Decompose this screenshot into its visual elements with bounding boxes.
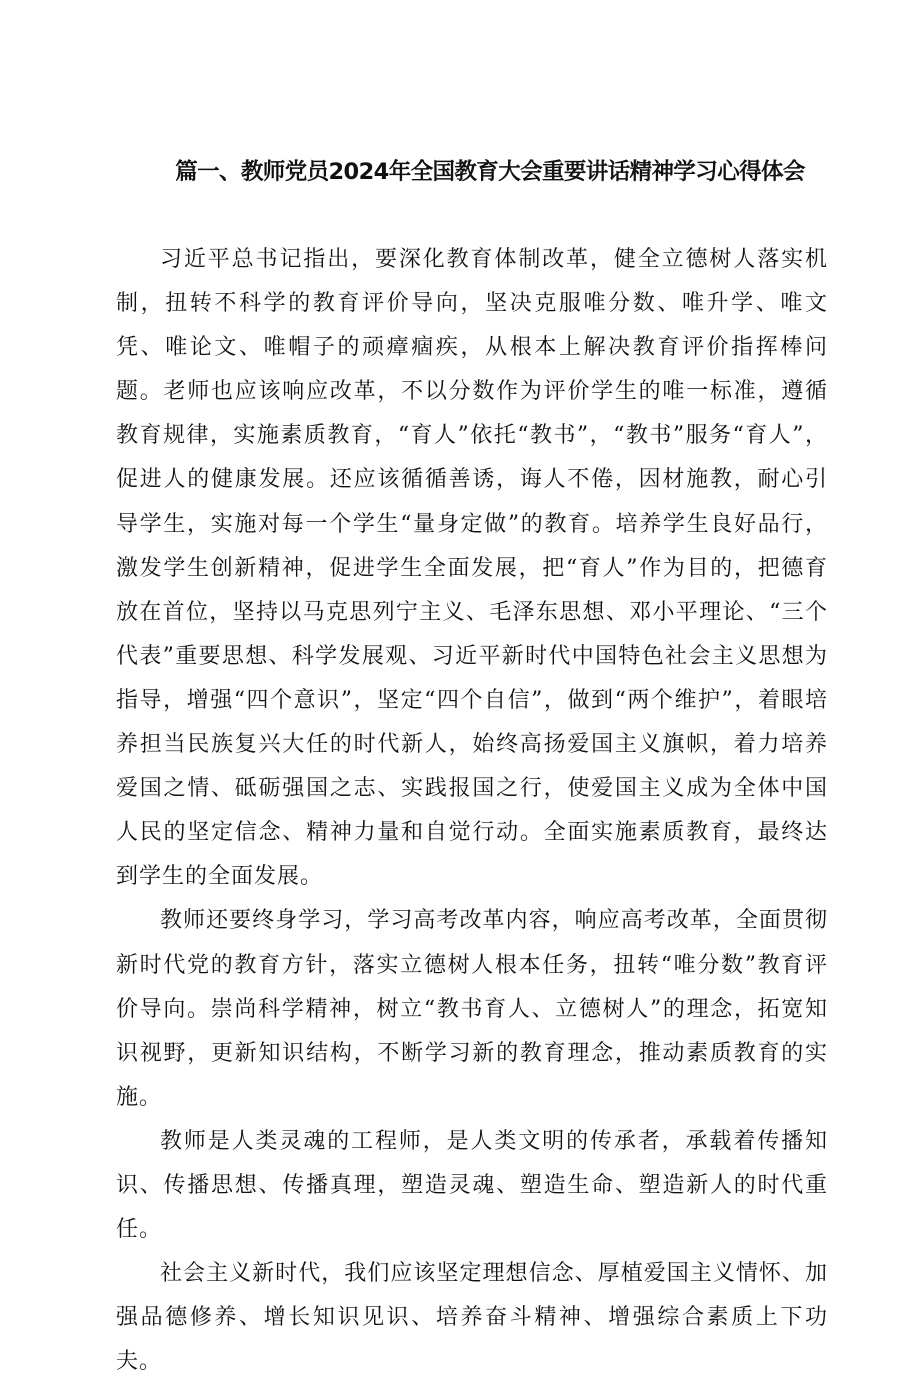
document-body (116, 238, 828, 1384)
document-title: 篇一、教师党员2024年全国教育大会重要讲话精神学习心得体会 (175, 159, 805, 185)
paragraph-1: 习近平总书记指出，要深化教育体制改革，健全立德树人落实机制，扭转不科学的教育评价导向，坚决克服唯分数、唯升学、唯文凭、唯论文、唯帽子的顽瘴痼疾，从根本上解决教育评价指挥棒问题。老师也应该响应改革，不以分数作为评价学生的唯一标准，遵循教育规律，实施素质教育，“育人”依托“教书”，“教书”服务“育人”，促进人的健康发展。还应该循循善诱，诲人不倦，因材施教，耐心引导学生，实施对每一个学生“量身定做”的教育。培养学生良好品行，激发学生创新精神，促进学生全面发展，把“育人”作为目的，把德育放在首位，坚持以马克思列宁主义、毛泽东思想、邓小平理论、“三个代表”重要思想、科学发展观、习近平新时代中国特色社会主义思想为指导，增强“四个意识”，坚定“四个自信”，做到“两个维护”，着眼培养担当民族复兴大任的时代新人，始终高扬爱国主义旗帜，着力培养爱国之情、砥砺强国之志、实践报国之行，使爱国主义成为全体中国人民的坚定信念、精神力量和自觉行动。全面实施素质教育，最终达到学生的全面发展。 (116, 247, 828, 890)
paragraph-3: 教师是人类灵魂的工程师，是人类文明的传承者，承载着传播知识、传播思想、传播真理，塑造灵魂、塑造生命、塑造新人的时代重任。 (116, 1128, 828, 1243)
paragraph-4: 社会主义新时代，我们应该坚定理想信念、厚植爱国主义情怀、加强品德修养、增长知识见识、培养奋斗精神、增强综合素质上下功夫。 (116, 1261, 828, 1375)
paragraph-2: 教师还要终身学习，学习高考改革内容，响应高考改革，全面贯彻新时代党的教育方针，落实立德树人根本任务，扭转“唯分数”教育评价导向。崇尚科学精神，树立“教书育人、立德树人”的理念，拓宽知识视野，更新知识结构，不断学习新的教育理念，推动素质教育的实施。 (116, 908, 828, 1110)
